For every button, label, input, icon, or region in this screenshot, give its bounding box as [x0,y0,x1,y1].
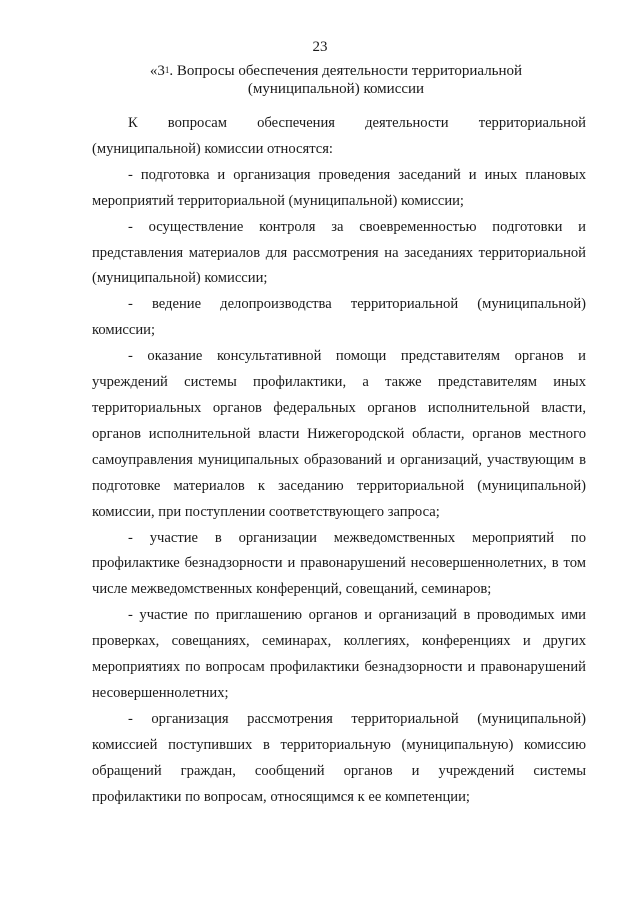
paragraph-item: - участие в организации межведомственных мероприятий по профилактике безнадзорности и правонарушений несовершеннолетних, в том числе межведомственных конференций, совещаний, семинаров; [92,529,586,598]
paragraph-item: - ведение делопроизводства территориальной (муниципальной) комиссии; [92,296,586,339]
page-number: 23 [312,39,328,55]
section-heading [90,62,582,98]
paragraph-item: - осуществление контроля за своевременностью подготовки и представления материалов для рассмотрения на заседаниях территориальной (муниципальной) комиссии; [92,218,586,287]
heading-line-1: . Вопросы обеспечения деятельности территориальной [169,63,523,79]
heading-superscript: 1 [164,65,170,75]
heading-prefix: «3 [149,63,165,79]
paragraph-item: - участие по приглашению органов и организаций в проводимых ими проверках, совещаниях, семинарах, коллегиях, конференциях и других мероприятиях по вопросам профилактики безнадзорности и правонарушений несовершеннолетних; [92,607,586,701]
paragraph-item: - организация рассмотрения территориальной (муниципальной) комиссией поступивших в территориальную (муниципальную) комиссию обращений граждан, сообщений органов и учреждений системы профилактики по вопросам, относящимся к ее компетенции; [92,710,586,805]
document-body [92,111,586,810]
paragraph-item: - подготовка и организация проведения заседаний и иных плановых мероприятий территориальной (муниципальной) комиссии; [92,166,586,209]
paragraph-item: - оказание консультативной помощи представителям органов и учреждений системы профилактики, а также представителям иных территориальных органов федеральных органов исполнительной власти, органов исполнительной власти Нижегородской области, органов местного самоуправления муниципальных образований и организаций, участвующим в подготовке материалов к заседанию территориальной (муниципальной) комиссии, при поступлении соответствующего запроса; [92,348,586,520]
paragraph-intro: К вопросам обеспечения деятельности территориальной (муниципальной) комиссии относятся: [92,115,586,157]
heading-line-2: (муниципальной) комиссии [247,81,425,97]
